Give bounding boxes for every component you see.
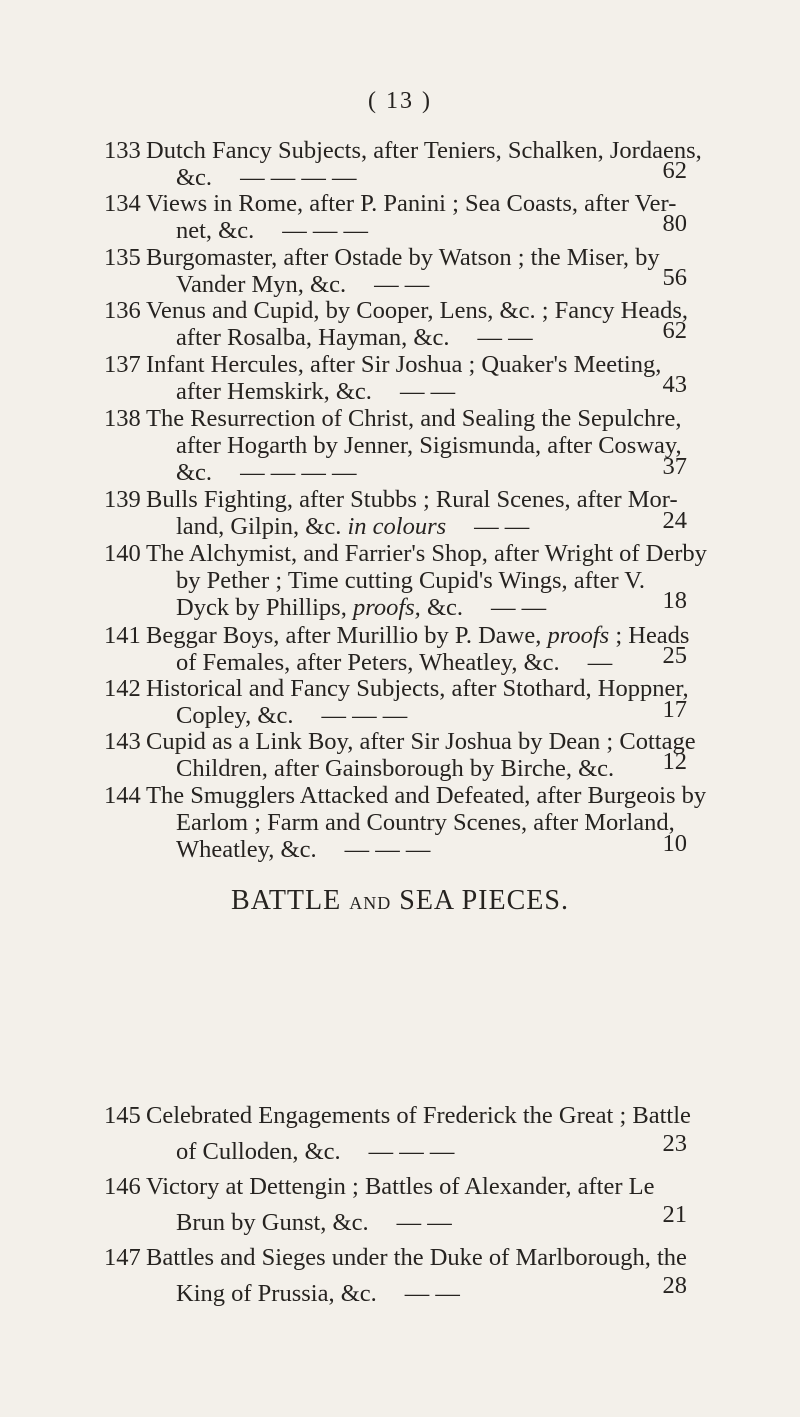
lot-number: 136: [104, 297, 141, 324]
lot-number: 139: [104, 486, 141, 513]
lot-description-line: by Pether ; Time cutting Cupid's Wings, after V.: [176, 567, 645, 594]
lot-text: Vander Myn, &c.: [176, 271, 347, 298]
lot-quantity: 12: [662, 748, 687, 775]
lot-text: Wheatley, &c.: [176, 836, 317, 863]
leader-dashes: — —: [399, 378, 456, 405]
leader-dashes: — —: [491, 594, 547, 621]
lot-description-line: [176, 272, 646, 299]
leader-dashes: — —: [474, 513, 530, 540]
lot-description-line: [176, 1276, 646, 1312]
lot-quantity: 56: [662, 264, 687, 291]
lot-text: Copley, &c.: [176, 702, 294, 729]
lot-number: 145: [104, 1102, 141, 1129]
lot-number: 134: [104, 190, 141, 217]
lot-quantity: 62: [662, 157, 687, 184]
lot-number: 140: [104, 540, 141, 567]
lot-description-line: Children, after Gainsborough by Birche, &c.: [176, 755, 615, 782]
lot-text: &c.: [176, 164, 213, 191]
lot-description-line: [176, 379, 646, 406]
lot-number: 133: [104, 137, 141, 164]
lot-description-line: Earlom ; Farm and Country Scenes, after Morland,: [176, 809, 675, 836]
lot-description: Celebrated Engagements of Frederick the Great ; Battle: [146, 1102, 691, 1129]
leader-dashes: — — —: [344, 836, 431, 863]
lot-number: 146: [104, 1173, 141, 1200]
lot-text: Brun by Gunst, &c.: [176, 1209, 369, 1236]
lot-text: net, &c.: [176, 217, 255, 244]
lot-text: of Females, after Peters, Wheatley, &c.: [176, 649, 560, 676]
lot-quantity: 37: [662, 453, 687, 480]
lot-text: ; Heads: [615, 622, 690, 649]
lot-description: The Resurrection of Christ, and Sealing the Sepulchre,: [146, 405, 682, 432]
lot-description: Cupid as a Link Boy, after Sir Joshua by Dean ; Cottage: [146, 728, 696, 755]
section-title-part: SEA PIECES.: [399, 885, 569, 916]
lot-description-line: [176, 650, 646, 677]
lot-description: Bulls Fighting, after Stubbs ; Rural Scenes, after Mor-: [146, 486, 678, 513]
lot-number: 141: [104, 622, 141, 649]
lot-number: 147: [104, 1244, 141, 1271]
lot-description: Venus and Cupid, by Cooper, Lens, &c. ; Fancy Heads,: [146, 297, 689, 324]
leader-dashes: — —: [477, 324, 533, 351]
lot-description-line: [176, 218, 646, 245]
lot-quantity: 17: [662, 696, 687, 723]
leader-dashes: — —: [374, 271, 430, 298]
lot-italic-note: proofs,: [352, 594, 421, 621]
lot-quantity: 18: [662, 587, 687, 614]
lot-italic-note: in colours: [347, 513, 447, 540]
section-title-part: BATTLE: [231, 885, 342, 916]
leader-dashes: —: [587, 649, 613, 676]
lot-number: 138: [104, 405, 141, 432]
lot-text: King of Prussia, &c.: [176, 1280, 377, 1307]
lot-description: Infant Hercules, after Sir Joshua ; Quaker's Meeting,: [146, 351, 662, 378]
lot-description-line: [176, 165, 646, 192]
lot-description: Historical and Fancy Subjects, after Stothard, Hoppner,: [146, 675, 689, 702]
lot-description-line: [176, 595, 646, 622]
lot-description: The Smugglers Attacked and Defeated, after Burgeois by: [146, 782, 707, 809]
lot-number: 135: [104, 244, 141, 271]
leader-dashes: — — — —: [240, 459, 357, 486]
lot-text: of Culloden, &c.: [176, 1138, 341, 1165]
lot-description: Battles and Sieges under the Duke of Marlborough, the: [146, 1244, 687, 1271]
leader-dashes: — — —: [321, 702, 408, 729]
leader-dashes: — — —: [368, 1138, 455, 1165]
leader-dashes: — — —: [282, 217, 368, 244]
section-title-and: AND: [349, 893, 392, 913]
leader-dashes: — — — —: [240, 164, 357, 191]
lot-text: land, Gilpin, &c.: [176, 513, 342, 540]
lot-number: 143: [104, 728, 141, 755]
lot-description: Dutch Fancy Subjects, after Teniers, Schalken, Jordaens,: [146, 137, 702, 164]
lot-description-line: after Hogarth by Jenner, Sigismunda, after Cosway,: [176, 432, 682, 459]
lot-description: Victory at Dettengin ; Battles of Alexander, after Le: [146, 1173, 655, 1200]
lot-description: Views in Rome, after P. Panini ; Sea Coasts, after Ver-: [146, 190, 677, 217]
lot-text: &c.: [176, 459, 213, 486]
lot-description-line: [176, 325, 646, 352]
leader-dashes: — —: [404, 1280, 460, 1307]
section-heading: [0, 885, 800, 917]
lot-description: The Alchymist, and Farrier's Shop, after Wright of Derby: [146, 540, 707, 567]
lot-description-line: [176, 837, 646, 864]
lot-text: after Hemskirk, &c.: [176, 378, 372, 405]
lot-number: 137: [104, 351, 141, 378]
lot-number: 142: [104, 675, 141, 702]
lot-quantity: 43: [662, 371, 687, 398]
lot-description: [146, 623, 691, 650]
lot-italic-note: proofs: [547, 622, 610, 649]
lot-description-line: [176, 514, 646, 541]
lot-quantity: 24: [662, 507, 687, 534]
lot-quantity: 62: [662, 317, 687, 344]
lot-quantity: 10: [662, 830, 687, 857]
lot-description: Burgomaster, after Ostade by Watson ; the Miser, by: [146, 244, 660, 271]
lot-description-line: [176, 1134, 646, 1170]
lot-text: Dyck by Phillips,: [176, 594, 347, 621]
lot-text: after Rosalba, Hayman, &c.: [176, 324, 450, 351]
lot-text: &c.: [426, 594, 463, 621]
page-number: ( 13 ): [368, 88, 432, 114]
lot-quantity: 28: [662, 1272, 687, 1299]
lot-quantity: 21: [662, 1201, 687, 1228]
lot-description-line: [176, 703, 646, 730]
lot-quantity: 80: [662, 210, 687, 237]
lot-description-line: [176, 460, 646, 487]
lot-quantity: 25: [662, 642, 687, 669]
lot-text: Beggar Boys, after Murillio by P. Dawe,: [146, 622, 542, 649]
leader-dashes: — —: [396, 1209, 452, 1236]
lot-description-line: [176, 1205, 646, 1241]
lot-quantity: 23: [662, 1130, 687, 1157]
lot-number: 144: [104, 782, 141, 809]
